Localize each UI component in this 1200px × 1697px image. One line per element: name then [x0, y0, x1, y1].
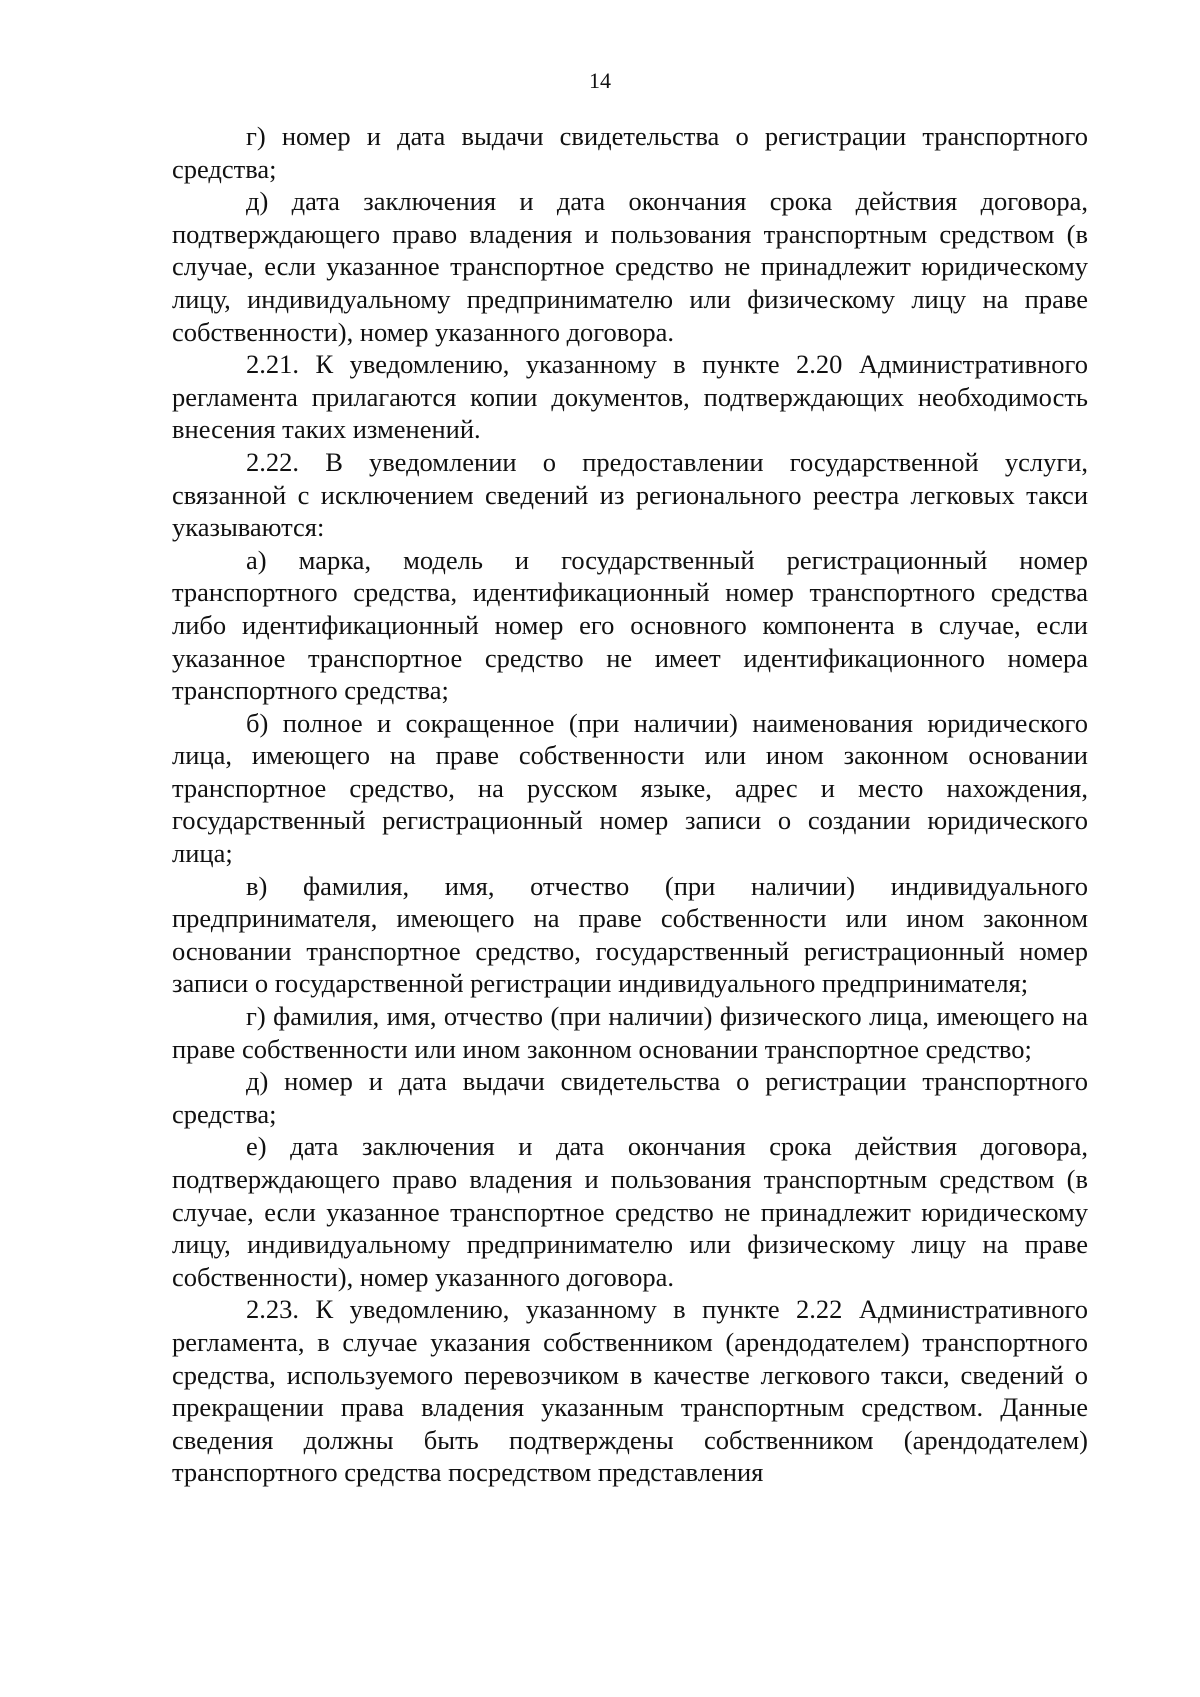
document-body	[172, 120, 1088, 1489]
paragraph-item-a-vehicle-details: а) марка, модель и государственный регистрационный номер транспортного средства, идентификационный номер транспортного средства либо идентификационный номер его основного компонента в случае, если указанное транспортное средство не имеет идентификационного номера транспортного средства;	[172, 544, 1088, 706]
paragraph-item-d-registration-certificate: д) номер и дата выдачи свидетельства о регистрации транспортного средства;	[172, 1066, 1088, 1129]
paragraph-item-g-individual: г) фамилия, имя, отчество (при наличии) физического лица, имеющего на праве собственности или ином законном основании транспортное средство;	[172, 1001, 1088, 1064]
page-number: 14	[589, 68, 611, 93]
paragraph-item-b-legal-entity: б) полное и сокращенное (при наличии) наименования юридического лица, имеющего на праве собственности или ином законном основании транспортное средство, на русском языке, адрес и место нахождения, государственный регистрационный номер записи о создании юридического лица;	[172, 707, 1088, 869]
paragraph-clause-2-21: 2.21. К уведомлению, указанному в пункте 2.20 Административного регламента прилагаются копии документов, подтверждающих необходимость внесения таких изменений.	[172, 349, 1088, 445]
paragraph-clause-2-22: 2.22. В уведомлении о предоставлении государственной услуги, связанной с исключением сведений из регионального реестра легковых такси указываются:	[172, 446, 1088, 543]
paragraph-item-e-contract-dates: е) дата заключения и дата окончания срока действия договора, подтверждающего право владения и пользования транспортным средством (в случае, если указанное транспортное средство не принадлежит юридическому лицу, индивидуальному предпринимателю или физическому лицу на праве собственности), номер указанного договора.	[172, 1131, 1088, 1292]
paragraph-item-g-registration-certificate: г) номер и дата выдачи свидетельства о регистрации транспортного средства;	[172, 121, 1088, 184]
paragraph-item-v-entrepreneur: в) фамилия, имя, отчество (при наличии) индивидуального предпринимателя, имеющего на праве собственности или ином законном основании транспортное средство, государственный регистрационный номер записи о государственной регистрации индивидуального предпринимателя;	[172, 870, 1088, 999]
paragraph-item-d-contract-dates: д) дата заключения и дата окончания срока действия договора, подтверждающего право владения и пользования транспортным средством (в случае, если указанное транспортное средство не принадлежит юридическому лицу, индивидуальному предпринимателю или физическому лицу на праве собственности), номер указанного договора.	[172, 186, 1088, 347]
paragraph-clause-2-23: 2.23. К уведомлению, указанному в пункте 2.22 Административного регламента, в случае указания собственником (арендодателем) транспортного средства, используемого перевозчиком в качестве легкового такси, сведений о прекращении права владения указанным транспортным средством. Данные сведения должны быть подтверждены собственником (арендодателем) транспортного средства посредством представления	[172, 1294, 1088, 1488]
